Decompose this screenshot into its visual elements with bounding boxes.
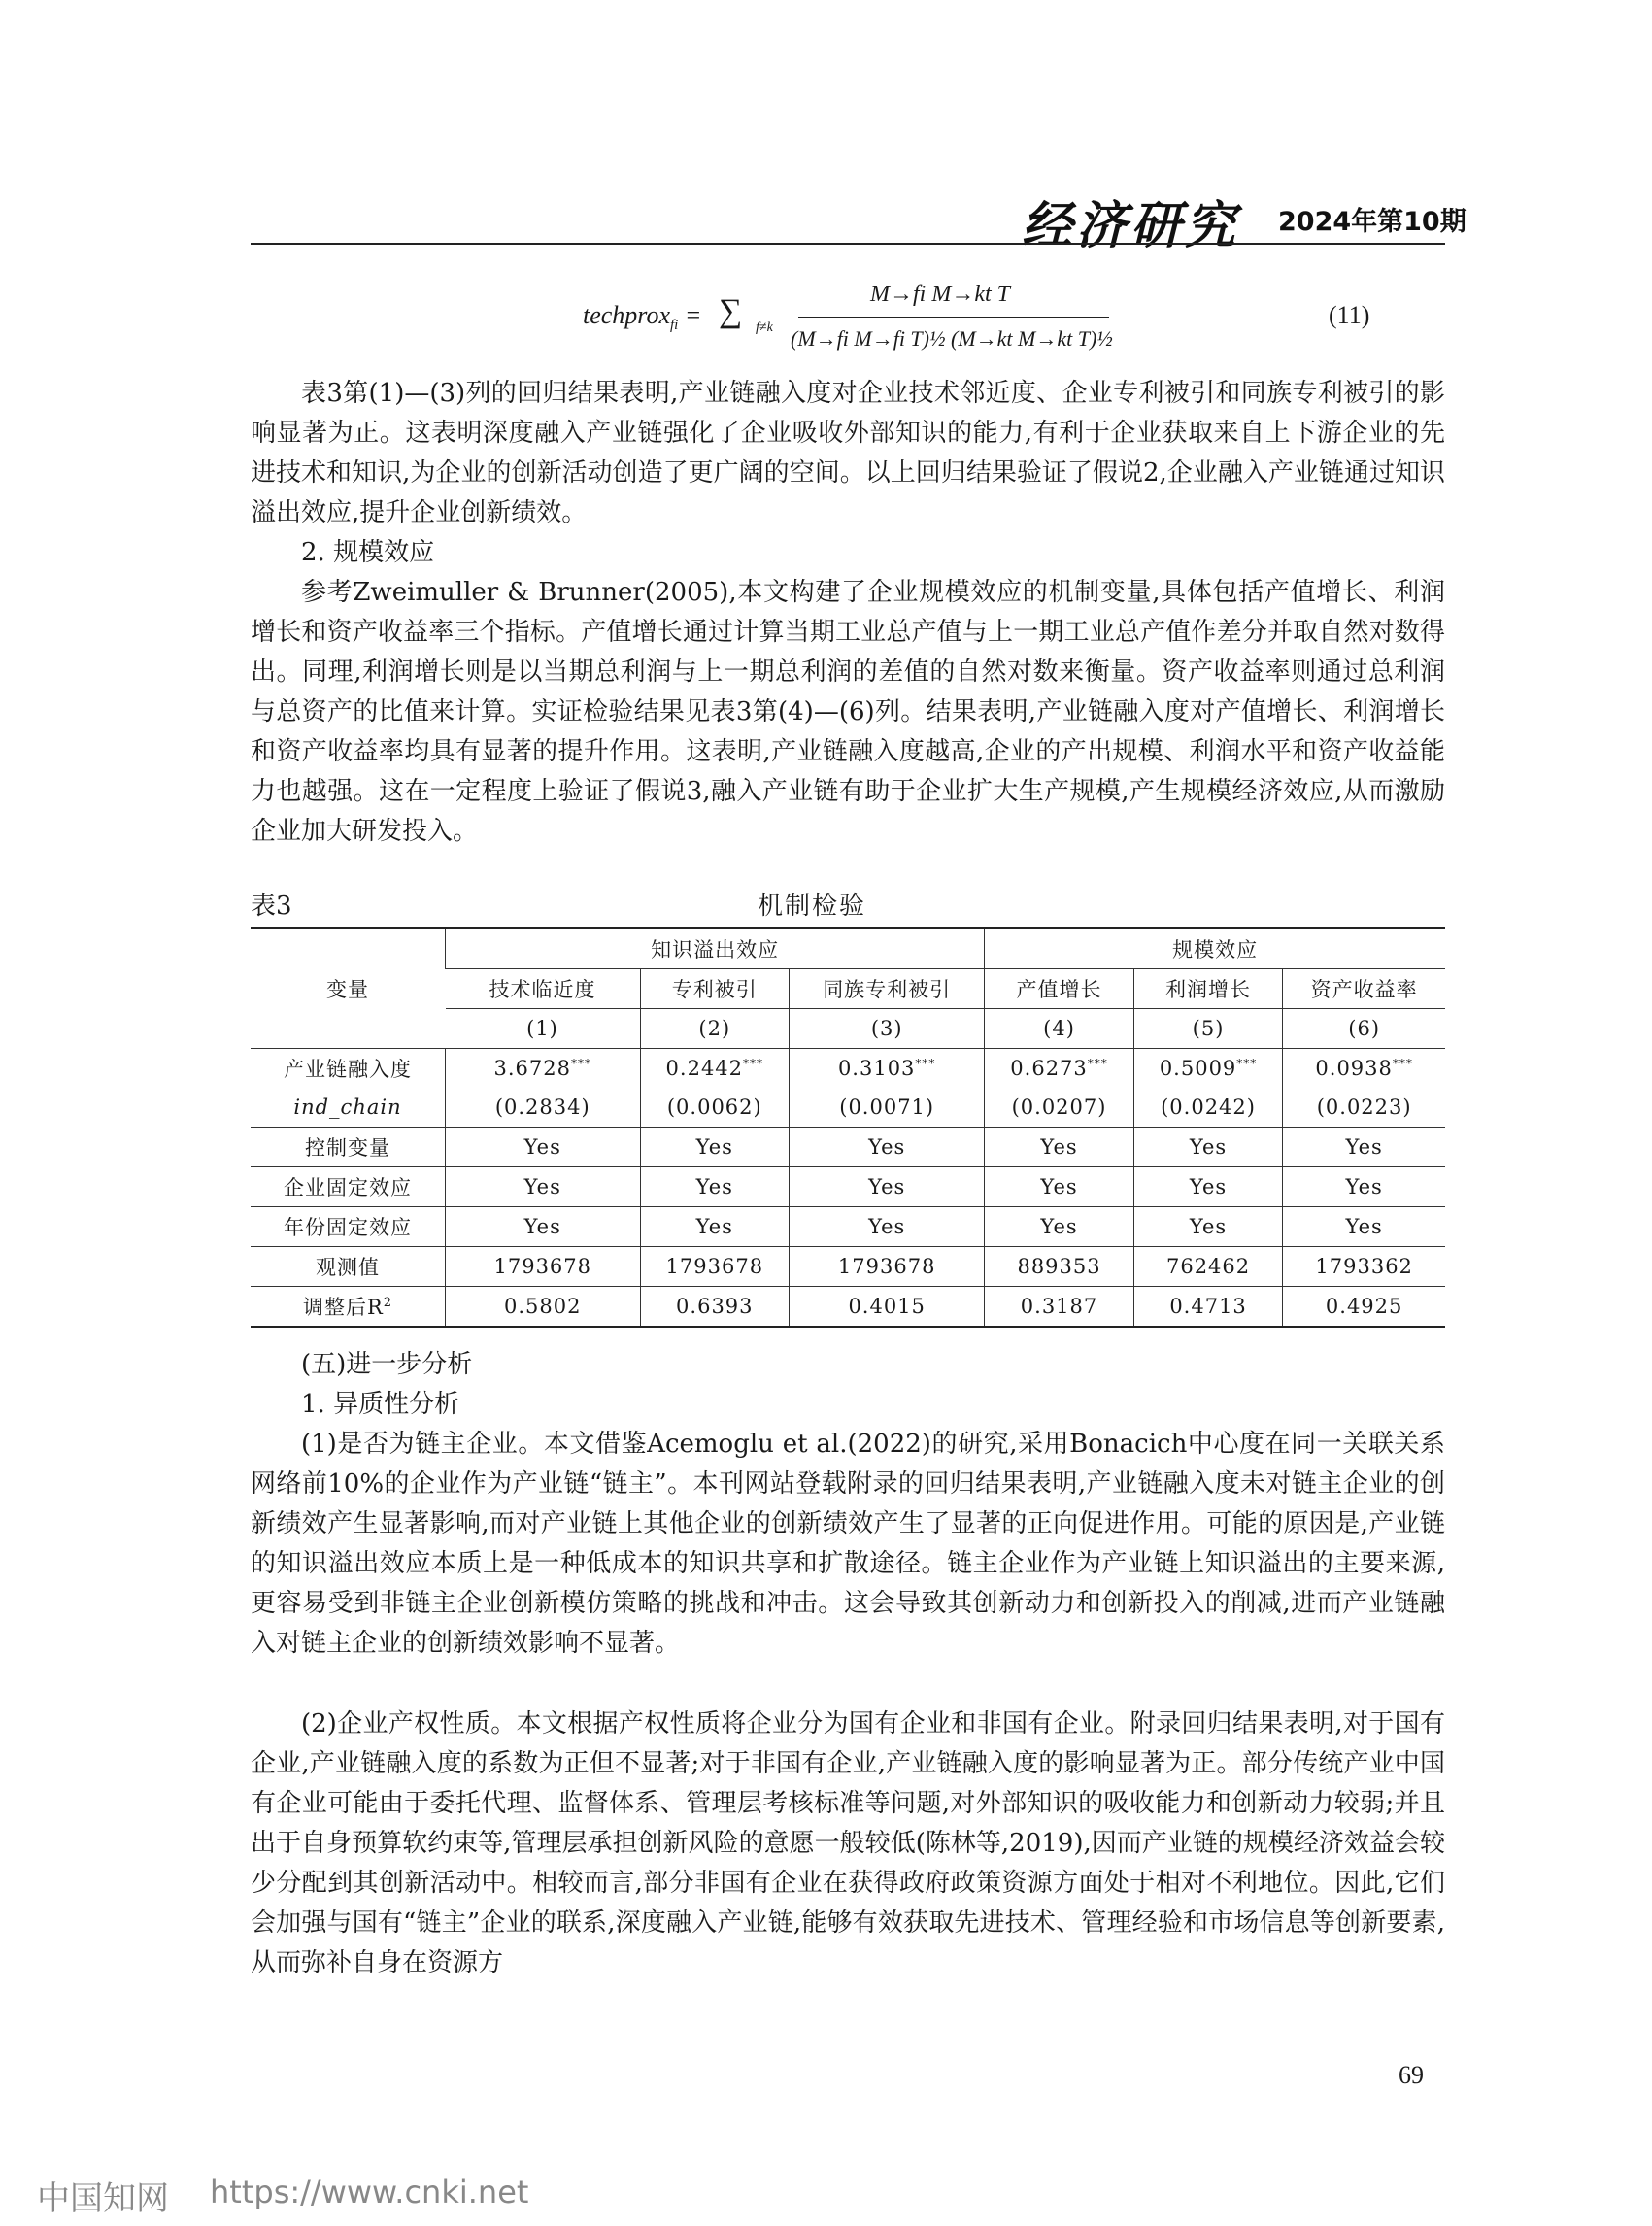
- table-cell: 0.3187: [985, 1287, 1134, 1328]
- sum-symbol: ∑: [719, 293, 743, 329]
- table-cell: Yes: [640, 1167, 790, 1207]
- table-cell: Yes: [640, 1128, 790, 1167]
- col-number: (3): [790, 1009, 985, 1049]
- table-cell: Yes: [985, 1167, 1134, 1207]
- heading-scale-effect: 2. 规模效应: [301, 538, 435, 567]
- std-error-cell: (0.0223): [1283, 1088, 1445, 1128]
- table-cell: Yes: [1133, 1207, 1283, 1247]
- table-row-controls: [251, 1128, 1445, 1167]
- table-cell: Yes: [1133, 1167, 1283, 1207]
- table-cell: 762462: [1133, 1247, 1283, 1287]
- col-number: (4): [985, 1009, 1134, 1049]
- col-header: 同族专利被引: [790, 969, 985, 1009]
- heading-further-analysis: (五)进一步分析: [301, 1350, 473, 1379]
- table-row-year-fe: [251, 1207, 1445, 1247]
- table-cell: 0.4925: [1283, 1287, 1445, 1328]
- watermark-site-name: 中国知网: [37, 2179, 169, 2218]
- journal-issue: 2024年第10期: [1278, 207, 1467, 237]
- table-cell: 1793362: [1283, 1247, 1445, 1287]
- table-cell: Yes: [1283, 1128, 1445, 1167]
- coefficient-cell: 0.0938***: [1283, 1049, 1445, 1089]
- col-header: 专利被引: [640, 969, 790, 1009]
- mechanism-test-table: [251, 928, 1445, 1328]
- coefficient-cell: 0.6273***: [985, 1049, 1134, 1089]
- table-cell: Yes: [446, 1167, 641, 1207]
- page-number: 69: [1399, 2061, 1424, 2089]
- col-header: 利润增长: [1133, 969, 1283, 1009]
- coefficient-cell: 0.3103***: [790, 1049, 985, 1089]
- paragraph-chain-leader: (1)是否为链主企业。本文借鉴Acemoglu et al.(2022)的研究,采用Bonacich中心度在同一关联关系网络前10%的企业作为产业链“链主”。本刊网站登载附录的回归结果表明,产业链融入度未对链主企业的创新绩效产生显著影响,而对产业链上其他企业的创新绩效产生了显著的正向促进作用。可能的原因是,产业链的知识溢出效应本质上是一种低成本的知识共享和扩散途径。链主企业作为产业链上知识溢出的主要来源,更容易受到非链主企业创新模仿策略的挑战和冲击。这会导致其创新动力和创新投入的削减,进而产业链融入对链主企业的创新绩效影响不显著。: [251, 1430, 1445, 1658]
- paragraph-ownership: (2)企业产权性质。本文根据产权性质将企业分为国有企业和非国有企业。附录回归结果表明,对于国有企业,产业链融入度的系数为正但不显著;对于非国有企业,产业链融入度的影响显著为正。部分传统产业中国有企业可能由于委托代理、监督体系、管理层考核标准等问题,对外部知识的吸收能力和创新动力较弱;并且出于自身预算软约束等,管理层承担创新风险的意愿一般较低(陈林等,2019),因而产业链的规模经济效益会较少分配到其创新活动中。相较而言,部分非国有企业在获得政府政策资源方面处于相对不利地位。因此,它们会加强与国有“链主”企业的联系,深度融入产业链,能够有效获取先进技术、管理经验和市场信息等创新要素,从而弥补自身在资源方: [251, 1709, 1445, 1977]
- row-label: 观测值: [251, 1247, 446, 1287]
- coefficient-cell: 0.2442***: [640, 1049, 790, 1089]
- table-cell: 0.4015: [790, 1287, 985, 1328]
- std-error-cell: (0.0071): [790, 1088, 985, 1128]
- row-label: 年份固定效应: [251, 1207, 446, 1247]
- table-cell: Yes: [1283, 1167, 1445, 1207]
- formula-denominator: (M→fi M→fi T)½ (M→kt M→kt T)½: [791, 326, 1113, 351]
- formula-numerator: M→fi M→kt T: [870, 282, 1010, 307]
- table-cell: 0.5802: [446, 1287, 641, 1328]
- col-number: (1): [446, 1009, 641, 1049]
- std-error-cell: (0.0242): [1133, 1088, 1283, 1128]
- coefficient-cell: 3.6728***: [446, 1049, 641, 1089]
- col-number: (6): [1283, 1009, 1445, 1049]
- table-label: 表3: [251, 892, 292, 921]
- table-row-observations: [251, 1247, 1445, 1287]
- heading-heterogeneity: 1. 异质性分析: [301, 1390, 460, 1419]
- coefficient-row: [251, 1049, 1445, 1089]
- std-error-cell: (0.0062): [640, 1088, 790, 1128]
- table-cell: Yes: [1283, 1207, 1445, 1247]
- formula-techprox: [583, 264, 1113, 371]
- journal-logo: 经济研究: [1022, 196, 1240, 255]
- table-cell: Yes: [446, 1128, 641, 1167]
- header-rule: [251, 243, 1445, 245]
- row-label: 企业固定效应: [251, 1167, 446, 1207]
- paragraph-knowledge-spillover-result: 表3第(1)—(3)列的回归结果表明,产业链融入度对企业技术邻近度、企业专利被引和同族专利被引的影响显著为正。这表明深度融入产业链强化了企业吸收外部知识的能力,有利于企业获取来自上下游企业的先进技术和知识,为企业的创新活动创造了更广阔的空间。以上回归结果验证了假说2,企业融入产业链通过知识溢出效应,提升企业创新绩效。: [251, 379, 1445, 527]
- group-knowledge-spillover: 知识溢出效应: [446, 928, 985, 969]
- col-header: 技术临近度: [489, 978, 596, 1001]
- var-header: 变量: [251, 928, 446, 1049]
- table-cell: 1793678: [790, 1247, 985, 1287]
- formula-number: (11): [1329, 301, 1370, 329]
- std-error-cell: (0.0207): [985, 1088, 1134, 1128]
- table-cell: Yes: [790, 1207, 985, 1247]
- table-cell: 0.4713: [1133, 1287, 1283, 1328]
- table-title: 机制检验: [758, 892, 867, 921]
- table-row-r2: [251, 1287, 1445, 1328]
- table-cell: Yes: [985, 1128, 1134, 1167]
- table-cell: Yes: [446, 1207, 641, 1247]
- table-cell: 889353: [985, 1247, 1134, 1287]
- col-header: 资产收益率: [1283, 969, 1445, 1009]
- row-label: 调整后$R^2$: [251, 1287, 446, 1328]
- fraction-bar: [798, 317, 1109, 318]
- table-cell: 0.6393: [640, 1287, 790, 1328]
- formula-lhs: techprox$_{fi}$ =: [583, 301, 702, 334]
- coefficient-cell: 0.5009***: [1133, 1049, 1283, 1089]
- table-cell: 1793678: [446, 1247, 641, 1287]
- paragraph-scale-effect: 参考Zweimuller & Brunner(2005),本文构建了企业规模效应的机制变量,具体包括产值增长、利润增长和资产收益率三个指标。产值增长通过计算当期工业总产值与上一期工业总产值作差分并取自然对数得出。同理,利润增长则是以当期总利润与上一期总利润的差值的自然对数来衡量。资产收益率则通过总利润与总资产的比值来计算。实证检验结果见表3第(4)—(6)列。结果表明,产业链融入度对产值增长、利润增长和资产收益率均具有显著的提升作用。这表明,产业链融入度越高,企业的产出规模、利润水平和资产收益能力也越强。这在一定程度上验证了假说3,融入产业链有助于企业扩大生产规模,产生规模经济效应,从而激励企业加大研发投入。: [251, 578, 1445, 846]
- table-cell: Yes: [790, 1167, 985, 1207]
- group-scale-effect: 规模效应: [985, 928, 1445, 969]
- table-cell: Yes: [790, 1128, 985, 1167]
- col-number: (5): [1133, 1009, 1283, 1049]
- table-cell: 1793678: [640, 1247, 790, 1287]
- std-error-row: [251, 1088, 1445, 1128]
- table-cell: Yes: [1133, 1128, 1283, 1167]
- table-cell: Yes: [640, 1207, 790, 1247]
- col-header: 产值增长: [985, 969, 1134, 1009]
- table-row-firm-fe: [251, 1167, 1445, 1207]
- table-cell: Yes: [985, 1207, 1134, 1247]
- key-var-label: 产业链融入度: [251, 1049, 446, 1089]
- row-label: 控制变量: [251, 1128, 446, 1167]
- col-number: (2): [640, 1009, 790, 1049]
- sum-subscript: f≠k: [756, 320, 773, 335]
- watermark-url: https://www.cnki.net: [210, 2174, 529, 2210]
- std-error-cell: (0.2834): [446, 1088, 641, 1128]
- table-header-row: [251, 928, 1445, 969]
- key-var-en: ind_chain: [293, 1096, 402, 1119]
